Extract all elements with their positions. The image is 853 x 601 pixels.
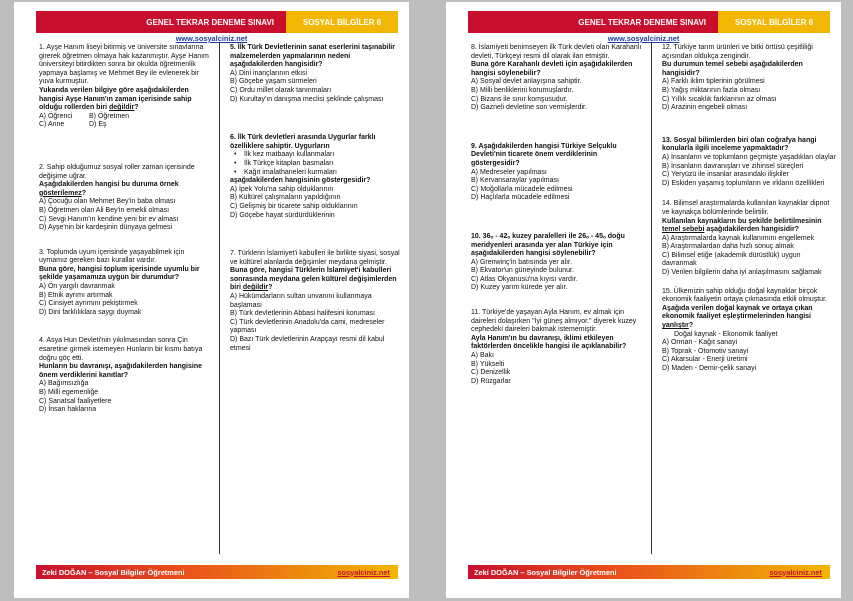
answer-option[interactable]: B) İnsanların davranışları ve zihinsel süreçleri bbox=[662, 162, 804, 170]
question bbox=[230, 134, 405, 220]
column-divider bbox=[651, 42, 652, 554]
prompt-text: Buna göre, hangisi toplum içerisinde uyumlu bir şekilde yaşamamıza uygun bir durumdur? bbox=[39, 265, 200, 282]
answer-option[interactable]: D) Göçebe hayat sürdürdüklerinin bbox=[230, 211, 335, 219]
answer-option[interactable]: B) Milli benliklerini korumuşlardır. bbox=[471, 86, 574, 94]
answer-option[interactable]: D) Ayşe'nin bir kardeşinin dünyaya gelmesi bbox=[39, 224, 173, 232]
answer-option[interactable]: A) Dini inançlarının etkisi bbox=[230, 69, 308, 77]
answer-option[interactable]: B) Türk devletlerinin Abbasi halifesini koruması bbox=[230, 310, 375, 318]
site-link[interactable]: www.sosyalciniz.net bbox=[175, 34, 248, 43]
question-prompt bbox=[662, 218, 837, 235]
answer-option[interactable]: C) Bizans ile sınır komşusudur. bbox=[471, 95, 568, 103]
prompt-text: Aşağıda verilen doğal kaynak ve ortaya çıkan ekonomik faaliyet eşleştirmelerinden hangisi bbox=[662, 304, 813, 321]
page-header bbox=[468, 11, 830, 33]
exam-page-1 bbox=[14, 2, 409, 598]
answer-option[interactable]: D) Arazinin engebeli olması bbox=[662, 104, 748, 112]
column-divider bbox=[219, 42, 220, 554]
question bbox=[471, 143, 646, 203]
question-stem: 4. Asya Hun Devleti'nin yıkılmasından sonra Çin esaretine girmek istemeyen Hunların bir kısmı batıya doğru göç etti. bbox=[39, 337, 203, 362]
question-column-right bbox=[657, 44, 837, 552]
question-stem: 12. Türkiye tarım ürünleri ve bitki örtüsü çeşitliliği açısından oldukça zengindir. bbox=[662, 44, 813, 60]
answer-option[interactable]: B) Yağış miktarının fazla olması bbox=[662, 86, 761, 94]
prompt-end: aşağıdakilerden hangisidir? bbox=[704, 226, 799, 234]
answer-option[interactable]: A) İnsanların ve toplumların geçmişte yaşadıkları olaylar bbox=[662, 153, 836, 161]
answer-option[interactable]: B) Milli egemenliğe bbox=[39, 389, 99, 396]
answer-options bbox=[230, 293, 405, 353]
answer-option[interactable]: A) Farklı iklim tiplerinin görülmesi bbox=[662, 78, 765, 86]
answer-option[interactable]: A) Bağımsızlığa bbox=[39, 380, 89, 388]
exam-title: GENEL TEKRAR DENEME SINAVI bbox=[36, 11, 286, 33]
question bbox=[230, 250, 405, 353]
answer-option[interactable]: C) Gelişmiş bir ticarete sahip olduklarının bbox=[230, 202, 358, 210]
answer-option[interactable]: A) Medreseler yapılması bbox=[471, 168, 547, 176]
answer-options bbox=[230, 70, 405, 104]
answer-option[interactable]: C) Atlas Okyanusu'na kıyısı vardır. bbox=[471, 275, 578, 283]
question-stem: 7. Türklerin İslamiyet'i kabulleri ile birlikte siyasi, sosyal ve kültürel alanlarda değişimler meydana gelmiştir. bbox=[230, 250, 400, 266]
question bbox=[662, 137, 837, 189]
answer-option[interactable]: D) Gazneli devletine son vermişlerdir. bbox=[471, 104, 587, 112]
prompt-text: Hunların bu davranışı, aşağıdakilerden hangisine önem verdiklerini kanıtlar? bbox=[39, 363, 202, 379]
footer-link[interactable]: sosyalciniz.net bbox=[337, 567, 390, 577]
answer-options bbox=[230, 186, 405, 220]
answer-option[interactable]: C) Sanatsal faaliyetlere bbox=[39, 397, 112, 405]
question-column-right bbox=[225, 44, 405, 552]
prompt-emphasis: yanlıştır bbox=[662, 322, 689, 330]
prompt-text: Yukarıda verilen bilgiye göre aşağıdakilerden hangisi Ayşe Hanım'ın zaman içerisinde sahip olduğu rollerden biri bbox=[39, 86, 192, 112]
answer-option[interactable]: C) Yıllık sıcaklık farklarının az olması bbox=[662, 95, 777, 103]
question-stem: 14. Bilimsel araştırmalarda kullanılan kaynaklar dipnot ve kaynakça bölümlerinde belirtilir. bbox=[662, 200, 830, 216]
answer-option[interactable]: D) Haçlılarla mücadele edilmesi bbox=[471, 194, 570, 202]
question-column-left bbox=[39, 44, 214, 421]
question-prompt bbox=[39, 266, 214, 283]
answer-options bbox=[662, 78, 837, 112]
answer-option[interactable]: D) Kuzey yarım kürede yer alır. bbox=[471, 284, 568, 292]
question-stem: 11. Türkiye'de yaşayan Ayla Hanım, ev almak için daireleri dolaşırken "İyi güneş almıyor." diyerek kuzey cephedeki daireleri bakmak istememiştir. bbox=[471, 309, 637, 334]
answer-option[interactable]: C) Türk devletlerinin Anadolu'da cami, medreseler yapması bbox=[230, 318, 385, 335]
answer-option[interactable]: B) Göçebe yaşam sürmeleri bbox=[230, 78, 317, 86]
answer-option[interactable]: B) Toprak - Otomotiv sanayi bbox=[662, 347, 749, 355]
answer-option[interactable]: A) Araştırmalarda kaynak kullanımını engellemek bbox=[662, 234, 815, 242]
question bbox=[39, 164, 214, 233]
answer-option[interactable]: A) Bakı bbox=[471, 352, 494, 360]
answer-option[interactable]: C) Bilimsel etiğe (akademik dürüstlük) uygun davranmak bbox=[662, 251, 801, 268]
prompt-text: Aşağıdakilerden hangisi bu duruma örnek bbox=[39, 181, 179, 189]
question-stem: 2. Sahip olduğumuz sosyal roller zaman içerisinde değişime uğrar. bbox=[39, 163, 195, 180]
question-subtitle: Doğal kaynak - Ekonomik faaliyet bbox=[674, 330, 778, 338]
answer-option[interactable]: A) Grenwinç'in batısında yer alır. bbox=[471, 258, 572, 266]
answer-options bbox=[39, 283, 214, 317]
prompt-emphasis: değildir bbox=[109, 104, 135, 112]
answer-option[interactable]: D) Kurultay'ın danışma meclisi şeklinde çalışması bbox=[230, 95, 384, 103]
question-stem: 10. 36ₒ - 42ₒ kuzey paralelleri ile 26ₒ - 45ₒ doğu meridyenleri arasında yer alan Türkiye için aşağıdakilerden hangisi söylenebilir? bbox=[471, 232, 625, 258]
question-prompt bbox=[39, 363, 214, 380]
prompt-text: Buna göre Karahanlı devleti için aşağıdakilerden hangisi söylenebilir? bbox=[471, 61, 633, 77]
question-column-left bbox=[471, 44, 646, 392]
answer-option[interactable]: A) İpek Yolu'na sahip olduklarının bbox=[230, 185, 334, 193]
prompt-emphasis: temel sebebi bbox=[662, 226, 705, 234]
exam-title: GENEL TEKRAR DENEME SINAVI bbox=[468, 11, 718, 33]
question bbox=[662, 44, 837, 113]
answer-options bbox=[39, 198, 214, 232]
question-prompt bbox=[662, 61, 837, 78]
answer-option[interactable]: B) Etnik ayrımı artırmak bbox=[39, 291, 113, 299]
prompt-text: Kullanılan kaynakların bu şekilde belirtilmesinin bbox=[662, 217, 822, 225]
answer-option[interactable]: A) Ön yargılı davranmak bbox=[39, 283, 115, 291]
question-stem: 1. Ayşe Hanım liseyi bitirmiş ve üniversite sınavlarına girerek öğretmen olmaya hak kazanmıştır. Ayşe Hanım üniversiteyi bitirdikten sonra bir okulda öğretmenlik yapmaya başlamış ve Mehmet Bey ile evlenerek bir yuva kurmuştur. bbox=[39, 44, 209, 86]
question bbox=[39, 44, 214, 130]
statement-bullet: • İlk kez matbaayı kullanmaları bbox=[230, 151, 405, 160]
answer-option[interactable]: D) Eskiden yaşamış toplumların ve ırkların özellikleri bbox=[662, 179, 825, 187]
answer-option[interactable]: B) Öğretmen olan Ali Bey'in emekli olması bbox=[39, 206, 170, 214]
prompt-end: ? bbox=[134, 104, 139, 112]
answer-option[interactable]: C) Moğollarla mücadele edilmesi bbox=[471, 185, 573, 193]
question bbox=[662, 288, 837, 374]
question bbox=[471, 309, 646, 386]
question-stem: 9. Aşağıdakilerden hangisi Türkiye Selçuklu Devleti'nin ticarete önem verdiklerinin göstergesidir? bbox=[471, 142, 617, 167]
prompt-emphasis: gösterilemez bbox=[39, 189, 82, 197]
answer-options bbox=[662, 339, 837, 373]
question-prompt bbox=[230, 177, 405, 186]
question-stem: 15. Ülkemizin sahip olduğu doğal kaynaklar birçok ekonomik faaliyetin ortaya çıkmasında etkili olmuştur. bbox=[662, 287, 827, 304]
subject-label: SOSYAL BİLGİLER 6 bbox=[286, 11, 398, 33]
answer-option[interactable]: A) Öğrenci bbox=[39, 112, 73, 120]
answer-option[interactable]: B) Araştırmalardan daha hızlı sonuç almak bbox=[662, 243, 794, 251]
answer-option[interactable]: C) Denizellik bbox=[471, 369, 511, 377]
answer-option[interactable]: A) Orman - Kağıt sanayi bbox=[662, 339, 738, 347]
question-stem: 13. Sosyal bilimlerden biri olan coğrafya hangi konularla ilgili inceleme yapmaktadır? bbox=[662, 136, 817, 153]
answer-option[interactable]: D) Dini farklılıklara saygı duymak bbox=[39, 308, 142, 316]
question bbox=[662, 200, 837, 277]
question-prompt bbox=[39, 87, 214, 113]
footer-link[interactable]: sosyalciniz.net bbox=[769, 567, 822, 577]
answer-option[interactable]: D) Eş bbox=[89, 121, 107, 129]
question-stem: 6. İlk Türk devletleri arasında Uygurlar farklı özelliklere sahiptir. Uygurların bbox=[230, 134, 376, 150]
answer-option[interactable]: B) Kervansaraylar yapılması bbox=[471, 177, 559, 185]
prompt-text: Buna göre, hangisi Türklerin İslamiyet'i kabulleri sonrasında meydana gelen kültürel değişimlerden biri bbox=[230, 267, 397, 292]
answer-option[interactable]: D) Verilen bilgilerin daha iyi anlaşılmasını sağlamak bbox=[662, 269, 822, 277]
question-prompt bbox=[39, 181, 214, 198]
prompt-end: ? bbox=[81, 189, 87, 197]
question-stem: 3. Toplumda uyum içerisinde yaşayabilmek için uymamız gereken bazı kurallar vardır. bbox=[39, 248, 185, 265]
answer-option[interactable]: D) İnsan haklarına bbox=[39, 406, 97, 414]
answer-option[interactable]: A) Hükümdarların sultan unvanını kullanmaya başlaması bbox=[230, 293, 372, 309]
question-prompt bbox=[662, 305, 837, 331]
footer-author: Zeki DOĞAN – Sosyal Bilgiler Öğretmeni bbox=[474, 567, 617, 577]
answer-option[interactable]: D) Rüzgarlar bbox=[471, 377, 511, 385]
page-header bbox=[36, 11, 398, 33]
answer-options bbox=[39, 113, 214, 130]
answer-options bbox=[471, 78, 646, 112]
footer-author: Zeki DOĞAN – Sosyal Bilgiler Öğretmeni bbox=[42, 567, 185, 577]
answer-option[interactable]: C) Sevgi Hanım'ın kendine yeni bir ev alması bbox=[39, 215, 179, 223]
statement-bullet: • İlk Türkçe kitapları basmaları bbox=[230, 160, 405, 169]
prompt-text: Ayla Hanım'ın bu davranışı, iklimi etkileyen faktörlerden öncelikle hangisi ile açıklanabilir? bbox=[471, 334, 627, 351]
question-prompt bbox=[471, 335, 646, 352]
question bbox=[230, 44, 405, 104]
answer-options bbox=[662, 154, 837, 188]
question bbox=[39, 337, 214, 414]
question bbox=[471, 44, 646, 113]
answer-option[interactable]: B) Kültürel çalışmaların yapıldığının bbox=[230, 194, 341, 202]
answer-option[interactable]: C) Yeryüzü ile insanlar arasındaki ilişkiler bbox=[662, 171, 789, 179]
answer-options bbox=[471, 169, 646, 203]
exam-page-2 bbox=[446, 2, 841, 598]
question-prompt bbox=[230, 267, 405, 293]
question-stem: 5. İlk Türk Devletlerinin sanat eserlerini taşınabilir malzemelerden yapmalarının nedeni aşağıdakilerden hangisidir? bbox=[230, 44, 395, 69]
question bbox=[39, 249, 214, 318]
answer-option[interactable]: D) Maden - Demir-çelik sanayi bbox=[662, 365, 757, 372]
answer-option[interactable]: D) Bazı Türk devletlerinin Arapçayı resmi dil kabul etmesi bbox=[230, 336, 385, 352]
answer-option[interactable]: C) Anne bbox=[39, 121, 65, 129]
answer-option[interactable]: B) Ekvator'un güneyinde bulunur. bbox=[471, 267, 574, 275]
answer-options bbox=[39, 380, 214, 414]
answer-option[interactable]: A) Çocuğu olan Mehmet Bey'in baba olması bbox=[39, 198, 176, 206]
prompt-end: ? bbox=[688, 322, 694, 330]
answer-option[interactable]: B) Yükselti bbox=[471, 360, 505, 368]
question-stem: 8. İslamiyeti benimseyen ilk Türk devleti olan Karahanlı devleti, Türkçeyi resmi dil olarak ilan etmiştir. bbox=[471, 44, 642, 60]
answer-options bbox=[471, 352, 646, 386]
question bbox=[471, 233, 646, 293]
prompt-end: ? bbox=[268, 284, 273, 292]
page-footer bbox=[36, 565, 398, 579]
answer-option[interactable]: C) Ordu millet olarak tanınmaları bbox=[230, 86, 332, 94]
question-prompt bbox=[471, 61, 646, 78]
site-link[interactable]: www.sosyalciniz.net bbox=[607, 34, 680, 43]
answer-option[interactable]: C) Cinsiyet ayrımını pekiştirmek bbox=[39, 300, 138, 308]
prompt-text: aşağıdakilerden hangisinin göstergesidir? bbox=[230, 177, 371, 185]
answer-options bbox=[471, 259, 646, 293]
statement-bullet: • Kağıt imalathaneleri kurmaları bbox=[230, 169, 405, 178]
answer-option[interactable]: A) Sosyal devlet anlayışına sahiptir. bbox=[471, 78, 582, 86]
prompt-emphasis: değildir bbox=[242, 284, 269, 292]
answer-option[interactable]: B) Öğretmen bbox=[89, 112, 130, 120]
subject-label: SOSYAL BİLGİLER 6 bbox=[718, 11, 830, 33]
answer-options bbox=[662, 235, 837, 278]
prompt-text: Bu durumun temel sebebi aşağıdakilerden hangisidir? bbox=[662, 61, 803, 77]
page-footer bbox=[468, 565, 830, 579]
answer-option[interactable]: C) Akarsular - Enerji üretimi bbox=[662, 356, 748, 364]
